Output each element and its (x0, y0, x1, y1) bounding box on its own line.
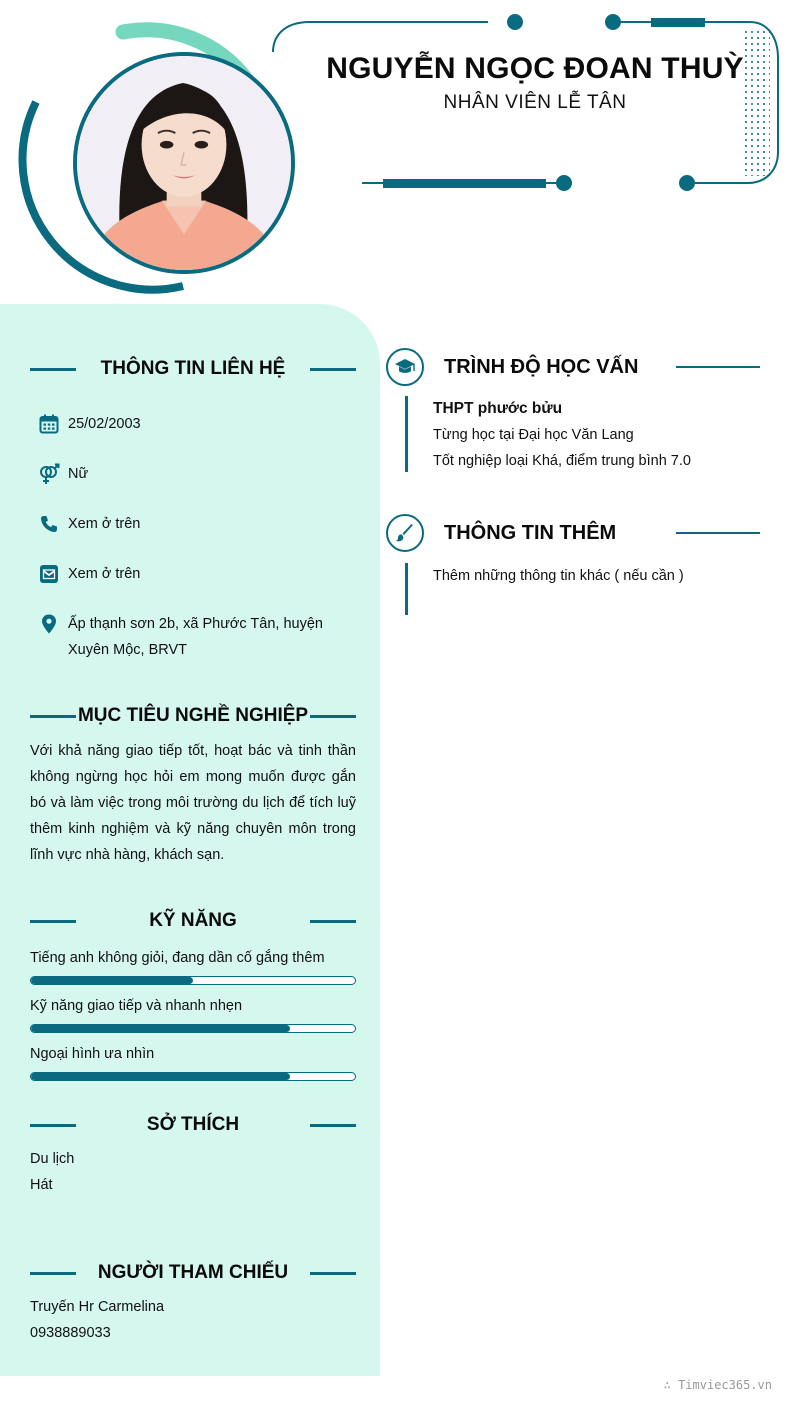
phone-icon (38, 513, 60, 535)
calendar-icon (38, 413, 60, 435)
objective-section-header (30, 701, 356, 731)
education-section-title: TRÌNH ĐỘ HỌC VẤN (444, 355, 639, 378)
hobbies-section-title: SỞ THÍCH (146, 1114, 240, 1135)
contact-email (38, 561, 328, 587)
reference-phone: 0938889033 (30, 1325, 111, 1341)
contact-section-header (30, 354, 356, 384)
portrait-photo (77, 56, 291, 270)
contact-gender (38, 461, 328, 487)
divider-line (310, 1124, 356, 1127)
extra-section-title: THÔNG TIN THÊM (444, 521, 617, 544)
references-section-header (30, 1258, 356, 1288)
divider-line (30, 715, 76, 718)
hobbies-section-header (30, 1110, 356, 1140)
education-section-header (386, 347, 760, 387)
extra-details (405, 563, 684, 615)
envelope-icon (38, 563, 60, 585)
reference-details (30, 1294, 356, 1346)
skill-label: Tiếng anh không giỏi, đang dần cố gắng thêm (30, 950, 325, 966)
graduation-cap-icon (386, 348, 424, 386)
candidate-name: NGUYỄN NGỌC ĐOAN THUỲ (326, 52, 744, 85)
skill-label: Kỹ năng giao tiếp và nhanh nhẹn (30, 998, 243, 1014)
skill-bar-fill (31, 977, 193, 984)
address-value: Ấp thạnh sơn 2b, xã Phước Tân, huyện Xuyên Mộc, BRVT (68, 616, 323, 658)
hobby-item: Du lịch (30, 1151, 75, 1167)
job-title: NHÂN VIÊN LỄ TÂN (443, 92, 627, 113)
skill-bar (30, 1024, 356, 1033)
objective-text: Với khả năng giao tiếp tốt, hoạt bác và tinh thần không ngừng học hỏi em mong muốn được gắn bó và làm việc trong môi trường du lịch để tích luỹ thêm kinh nghiệm và kỹ năng chuyên môn trong lĩnh vực nhà hàng, khách sạn. (30, 743, 356, 863)
skill-item (30, 950, 356, 985)
divider-line (310, 368, 356, 371)
school-name: THPT phước bửu (433, 400, 563, 417)
contact-birthday (38, 411, 328, 437)
phone-value: Xem ở trên (68, 516, 141, 532)
skill-bar-fill (31, 1025, 290, 1032)
email-value: Xem ở trên (68, 566, 141, 582)
reference-name: Truyến Hr Carmelina (30, 1299, 165, 1315)
divider-line (310, 1272, 356, 1275)
divider-line (676, 532, 760, 534)
skill-label: Ngoại hình ưa nhìn (30, 1046, 155, 1062)
skill-item (30, 998, 356, 1033)
cv-header (0, 0, 800, 300)
extra-text: Thêm những thông tin khác ( nếu cần ) (433, 568, 684, 584)
contact-section-title: THÔNG TIN LIÊN HỆ (100, 358, 286, 379)
skill-bar (30, 976, 356, 985)
hobby-item: Hát (30, 1177, 53, 1193)
divider-line (30, 1272, 76, 1275)
gender-value: Nữ (68, 466, 89, 482)
education-line: Tốt nghiệp loại Khá, điểm trung bình 7.0 (433, 453, 691, 469)
watermark: ∴ Timviec365.vn (663, 1378, 772, 1392)
skills-section-header (30, 906, 356, 936)
avatar-frame (18, 18, 298, 298)
education-details (405, 396, 691, 472)
divider-line (310, 715, 356, 718)
objective-section-title: MỤC TIÊU NGHỀ NGHIỆP (77, 705, 309, 726)
location-pin-icon (38, 613, 60, 635)
skill-bar (30, 1072, 356, 1081)
contact-phone (38, 511, 328, 537)
divider-line (310, 920, 356, 923)
skill-item (30, 1046, 356, 1081)
skill-bar-fill (31, 1073, 290, 1080)
divider-line (30, 368, 76, 371)
education-line: Từng học tại Đại học Văn Lang (433, 427, 634, 443)
divider-line (30, 920, 76, 923)
birthday-value: 25/02/2003 (68, 416, 141, 432)
divider-line (676, 366, 760, 368)
gender-icon (38, 463, 60, 485)
contact-address (38, 611, 328, 663)
divider-line (30, 1124, 76, 1127)
extra-section-header (386, 513, 760, 553)
paint-brush-icon (386, 514, 424, 552)
references-section-title: NGƯỜI THAM CHIẾU (97, 1262, 289, 1283)
hobbies-list (30, 1146, 356, 1198)
avatar (73, 52, 295, 274)
skills-section-title: KỸ NĂNG (149, 910, 237, 931)
